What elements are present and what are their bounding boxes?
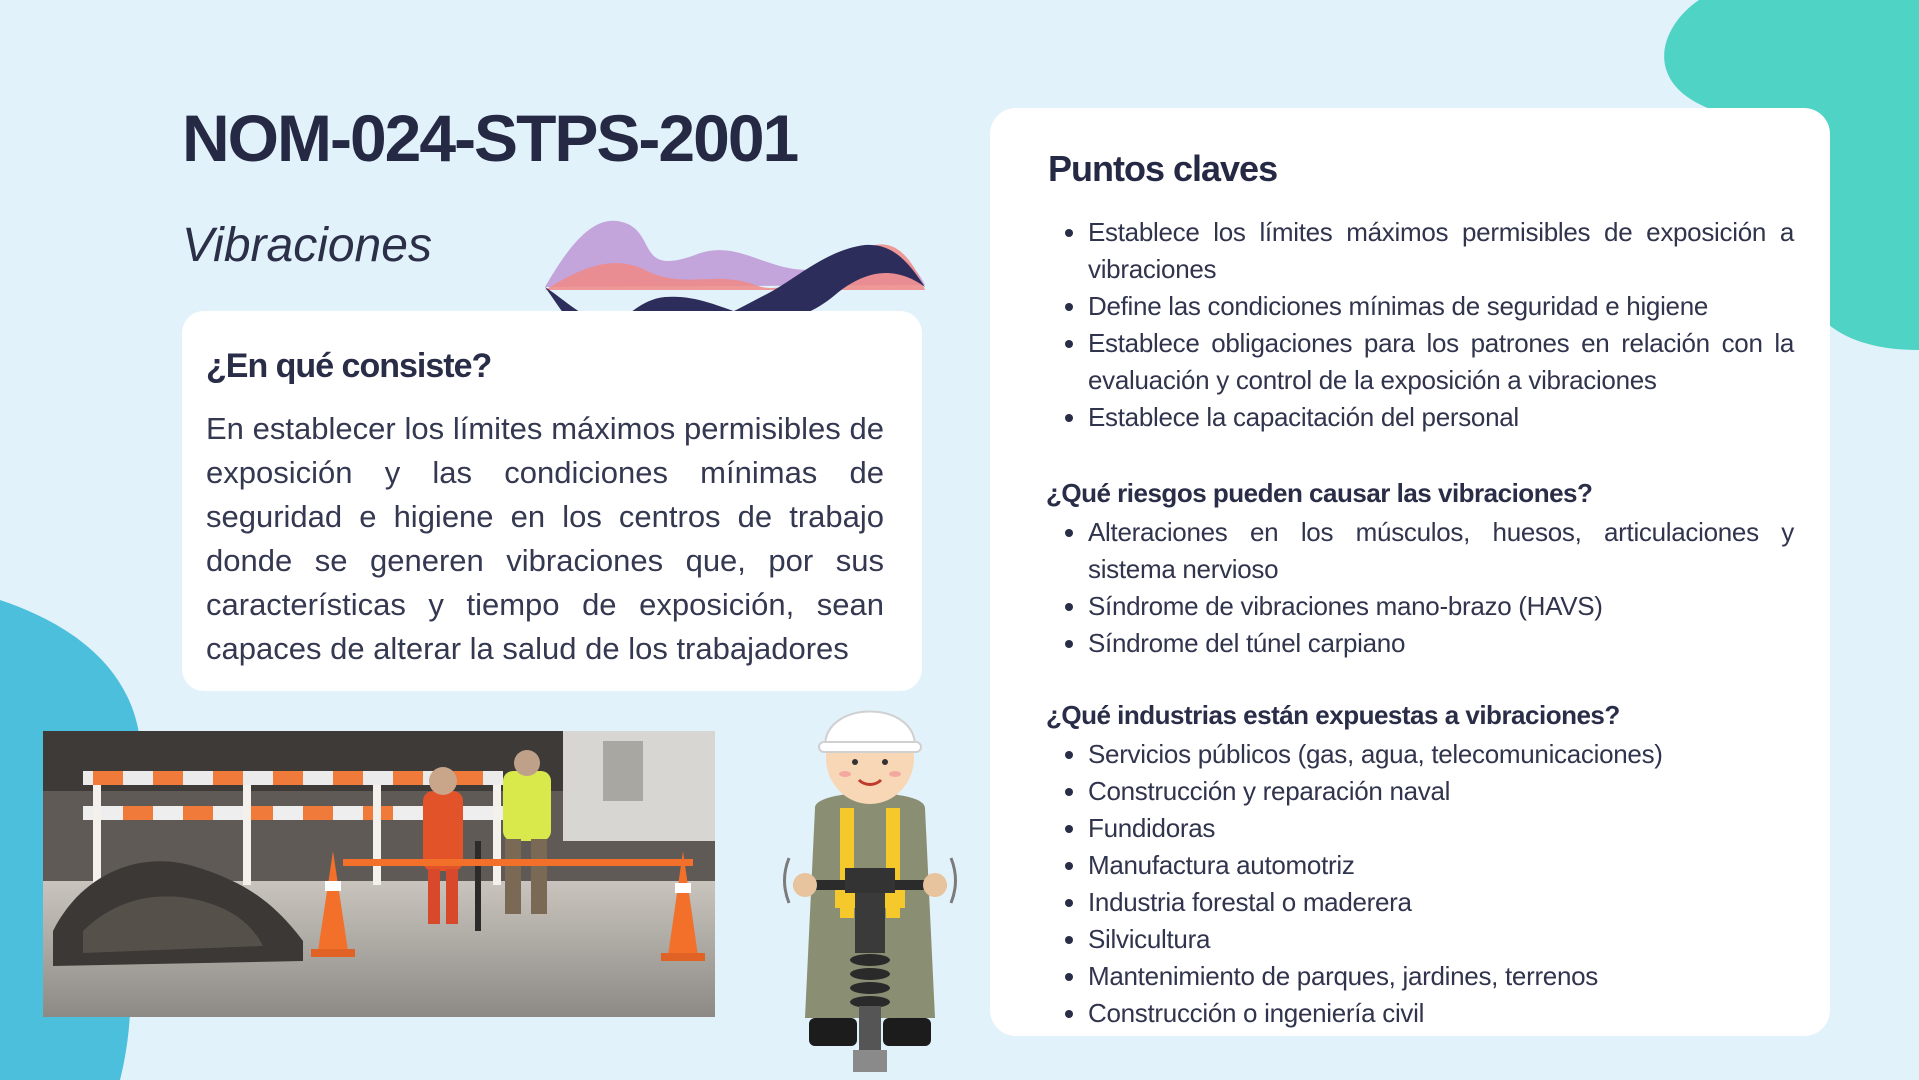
worker-jackhammer-illustration [775,688,965,1080]
risks-list [1054,514,1794,662]
list-item: • Construcción y reparación naval [1088,773,1794,810]
list-item: • Silvicultura [1088,921,1794,958]
list-item: • Establece obligaciones para los patrones en relación con la evaluación y control de la exposición a vibraciones [1088,325,1794,399]
key-points-title: Puntos claves [1048,148,1278,189]
list-item: • Síndrome de vibraciones mano-brazo (HAVS) [1088,588,1794,625]
industries-heading: ¿Qué industrias están expuestas a vibraciones? [1046,700,1620,730]
industries-list [1054,736,1794,1032]
list-item: • Fundidoras [1088,810,1794,847]
list-item: • Construcción o ingeniería civil [1088,995,1794,1032]
list-item: • Mantenimiento de parques, jardines, terrenos [1088,958,1794,995]
page-subtitle: Vibraciones [182,219,432,272]
page-title: NOM-024-STPS-2001 [182,101,798,175]
list-item: • Síndrome del túnel carpiano [1088,625,1794,662]
key-points-section [1054,214,1794,436]
definition-card [182,311,922,691]
key-points-list [1054,214,1794,436]
list-item: • Establece los límites máximos permisibles de exposición a vibraciones [1088,214,1794,288]
risks-heading: ¿Qué riesgos pueden causar las vibraciones? [1046,478,1593,508]
definition-text: En establecer los límites máximos permisibles de exposición y las condiciones mínimas de seguridad e higiene en los centros de trabajo donde se generen vibraciones que, por sus características y tiempo de exposición, sean capaces de alterar la salud de los trabajadores [206,411,884,666]
construction-photo [43,731,715,1017]
risks-section [1046,474,1794,662]
key-points-card [990,108,1830,1036]
list-item: • Alteraciones en los músculos, huesos, articulaciones y sistema nervioso [1088,514,1794,588]
industries-section [1046,696,1794,1032]
list-item: • Establece la capacitación del personal [1088,399,1794,436]
list-item: • Servicios públicos (gas, agua, telecomunicaciones) [1088,736,1794,773]
list-item: • Manufactura automotriz [1088,847,1794,884]
definition-heading: ¿En qué consiste? [206,347,492,385]
list-item: • Industria forestal o maderera [1088,884,1794,921]
list-item: • Define las condiciones mínimas de seguridad e higiene [1088,288,1794,325]
